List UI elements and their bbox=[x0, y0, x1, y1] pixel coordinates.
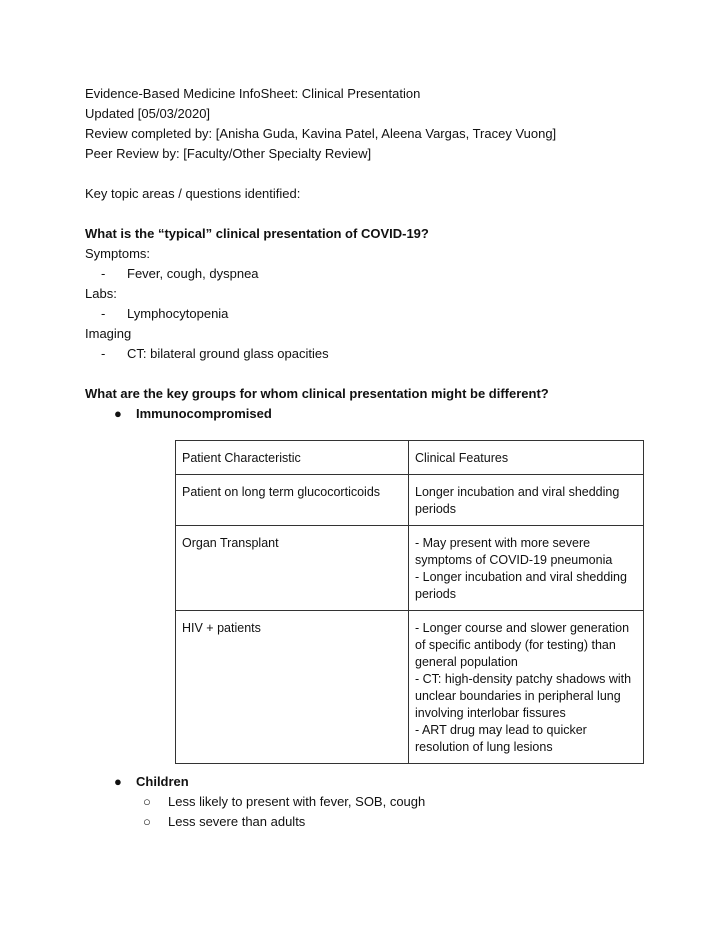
immunocompromised-label: Immunocompromised bbox=[136, 406, 272, 421]
table-cell: HIV + patients bbox=[176, 611, 409, 764]
review-authors: Review completed by: [Anisha Guda, Kavina Patel, Aleena Vargas, Tracey Vuong] bbox=[85, 126, 557, 141]
column-header: Patient Characteristic bbox=[176, 441, 409, 475]
table-row bbox=[176, 526, 644, 611]
table-row bbox=[176, 611, 644, 764]
list-item: - Fever, cough, dyspnea bbox=[85, 264, 645, 284]
symptoms-label: Symptoms: bbox=[85, 246, 151, 261]
list-item: - Lymphocytopenia bbox=[85, 304, 645, 324]
table-header-row bbox=[176, 441, 644, 475]
bullet-marker: ● bbox=[114, 406, 122, 421]
children-label: Children bbox=[136, 774, 189, 789]
peer-review: Peer Review by: [Faculty/Other Specialty Review] bbox=[85, 146, 372, 161]
circle-marker: ○ bbox=[143, 814, 151, 829]
circle-marker: ○ bbox=[143, 794, 151, 809]
immunocompromised-table bbox=[175, 440, 644, 764]
table-cell: Organ Transplant bbox=[176, 526, 409, 611]
document-title: Evidence-Based Medicine InfoSheet: Clinical Presentation bbox=[85, 86, 421, 101]
document-body bbox=[85, 84, 645, 424]
key-topics-label: Key topic areas / questions identified: bbox=[85, 186, 301, 201]
dash-marker: - bbox=[101, 306, 106, 321]
question-typical-presentation: What is the “typical” clinical presentation of COVID-19? bbox=[85, 226, 429, 241]
bullet-marker: ● bbox=[114, 774, 122, 789]
list-item: - CT: bilateral ground glass opacities bbox=[85, 344, 645, 364]
column-header: Clinical Features bbox=[409, 441, 644, 475]
dash-marker: - bbox=[101, 266, 106, 281]
children-section bbox=[85, 772, 645, 832]
list-item: ○ Less likely to present with fever, SOB, cough bbox=[85, 792, 645, 812]
question-key-groups: What are the key groups for whom clinical presentation might be different? bbox=[85, 386, 549, 401]
table-row bbox=[176, 475, 644, 526]
table-cell: - May present with more severe symptoms of COVID-19 pneumonia - Longer incubation and viral shedding periods bbox=[409, 526, 644, 611]
list-item bbox=[85, 772, 645, 792]
list-item: ○ Less severe than adults bbox=[85, 812, 645, 832]
updated-date: Updated [05/03/2020] bbox=[85, 106, 211, 121]
table-cell: Patient on long term glucocorticoids bbox=[176, 475, 409, 526]
imaging-label: Imaging bbox=[85, 326, 132, 341]
dash-marker: - bbox=[101, 346, 106, 361]
list-item bbox=[85, 404, 645, 424]
labs-label: Labs: bbox=[85, 286, 117, 301]
table-cell: - Longer course and slower generation of specific antibody (for testing) than general population - CT: high-density patchy shadows with unclear boundaries in peripheral lung involving interlobar fissures - ART drug may lead to quicker resolution of lung lesions bbox=[409, 611, 644, 764]
table-cell: Longer incubation and viral shedding periods bbox=[409, 475, 644, 526]
